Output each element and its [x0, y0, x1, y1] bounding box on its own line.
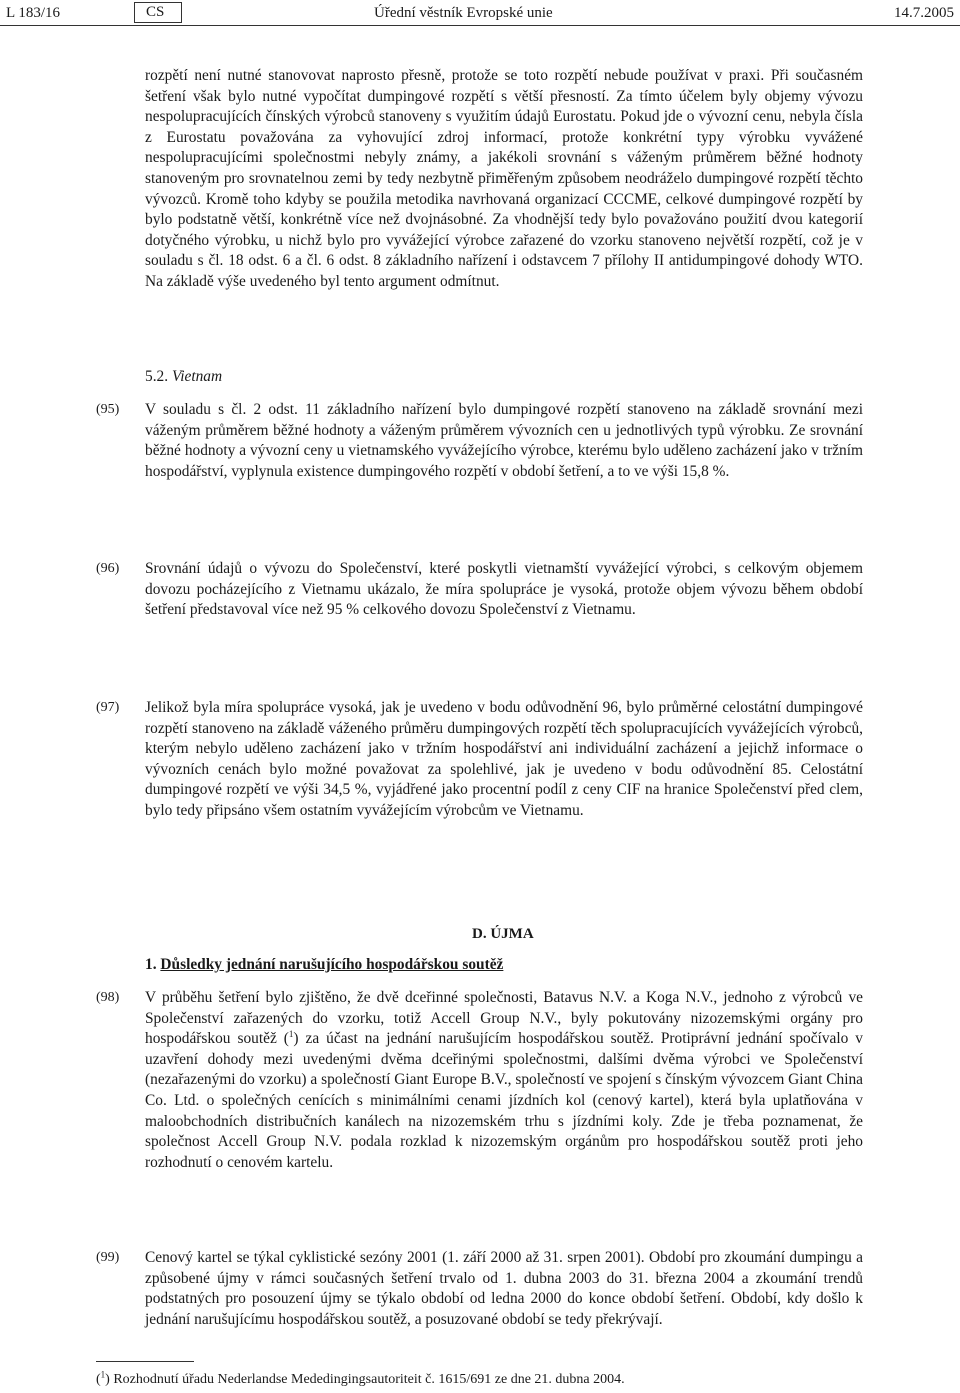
paragraph-number: (95)	[96, 402, 120, 417]
subsection-heading-competition	[145, 956, 503, 974]
paragraph-number: (96)	[96, 561, 120, 576]
header-rule	[0, 25, 960, 26]
paragraph-98-text-a: V průběhu šetření bylo zjištěno, že dvě dceřinné společnosti, Batavus N.V. a Koga N.V., jednoho z výrobců ve Společenství zařazených do vzorku, totiž Accell Group N.V., byly pokutovány nizozemskými orgány pro hospodářskou soutěž (	[145, 989, 863, 1048]
footnote-marker: 1	[100, 1369, 106, 1380]
footnote-text: Rozhodnutí úřadu Nederlandse Mededingingsautoriteit č. 1615/691 ze dne 21. dubna 2004.	[109, 1372, 625, 1387]
page-header	[0, 0, 960, 28]
paragraph-number: (97)	[96, 700, 120, 715]
section-heading-harm: D. ÚJMA	[472, 926, 534, 942]
paragraph-98	[145, 988, 863, 1173]
footnote: ($^1$) Rozhodnutí úřadu Nederlandse Mededingingsautoriteit č. 1615/691 ze dne 21. dubna 2004.	[96, 1369, 625, 1387]
paragraph-number: (99)	[96, 1250, 120, 1265]
intro-paragraph: rozpětí není nutné stanovovat naprosto přesně, protože se toto rozpětí nebude používat v praxi. Při současném šetření však bylo nutné vypočítat dumpingové rozpětí s větší přesností. Za tímto účelem byly objemy vývozu nespolupracujících čínských výrobců stanoveny s využitím údajů Eurostatu. Pokud jde o vývozní cenu, nebyla čísla z Eurostatu považována za vyhovující zdroj informací, protože konkrétní typy výrobku vyvážené nespolupracujícími společnostmi nebyly známy, a jakékoli srovnání s váženým průměrem běžné hodnoty stanoveným pro srovnatelnou zemi by tedy nezbytně přiměřeným způsobem neodráželo dumpingové rozpětí těchto vývozců. Kromě toho kdyby se použila metodika navrhovaná organizací CCCME, celkové dumpingové rozpětí by bylo podstatně větší, konkrétně více než dvojnásobné. Za vhodnější tedy bylo považováno použití dvou kategorií dotyčného výrobku, u nichž bylo pro vyvážející výrobce zařazené do vzorku stanoveno největší rozpětí, což je v souladu s čl. 18 odst. 6 a čl. 6 odst. 8 základního nařízení i odstavcem 7 přílohy II antidumpingové dohody WTO. Na základě výše uvedeného byl tento argument odmítnut.	[145, 67, 863, 290]
subsection-heading-vietnam	[145, 368, 222, 386]
language-code: CS	[146, 4, 165, 20]
subsection-number: 1.	[145, 956, 157, 973]
publication-date: 14.7.2005	[894, 5, 954, 21]
footnote-reference[interactable]: 1	[288, 1029, 294, 1040]
paragraph-98-text-b: ) za účast na jednání narušujícím hospodářskou soutěž. Protiprávní jednání spočívalo v uzavření dohody mezi uvedenými dvěma dceřinými společnostmi, dalšími dvěma výrobci ve Společenství (nezařazenými do vzorku) a společností Giant Europe B.V., společností ve spojení s čínským vývozcem Giant China Co. Ltd. o společných cenících s minimálními cenami jízdních kol (cenový kartel), která byla uplatňována v maloobchodních distribučních kanálech na nizozemském trhu s jízdními koly. Zde je třeba poznamenat, že společnost Accell Group N.V. podala rozklad k nizozemským orgánům pro hospodářskou soutěž proti jeho rozhodnutí o cenovém kartelu.	[145, 1030, 863, 1171]
journal-title: Úřední věstník Evropské unie	[374, 5, 553, 21]
paragraph-95: V souladu s čl. 2 odst. 11 základního nařízení bylo dumpingové rozpětí stanoveno na základě srovnání mezi váženým průměrem běžné hodnoty a váženým průměrem vývozních cen u jednotlivých typů výrobku. Ze srovnání běžné hodnoty a vývozní ceny u vietnamského vyvážejícího výrobce, kterému bylo uděleno zacházení jako v tržním hospodářství, vyplynula existence dumpingového rozpětí v období šetření, a to ve výši 15,8 %.	[145, 401, 863, 480]
paragraph-96: Srovnání údajů o vývozu do Společenství, které poskytli vietnamští vyvážející výrobci, s celkovým objemem dovozu pocházejícího z Vietnamu ukázalo, že míra spolupráce je vysoká, protože objem vývozu během období šetření představoval více než 95 % celkového dovozu Společenství z Vietnamu.	[145, 560, 863, 619]
subsection-title: Vietnam	[171, 368, 223, 385]
subsection-number: 5.2.	[145, 368, 169, 385]
page-reference: L 183/16	[6, 5, 61, 21]
paragraph-97: Jelikož byla míra spolupráce vysoká, jak je uvedeno v bodu odůvodnění 96, bylo průměrné celostátní dumpingové rozpětí stanoveno na základě váženého průměru dumpingových rozpětí těch spolupracujících vyvážejících výrobců, kterým nebylo uděleno zacházení jako v tržním hospodářství ani individuální zacházení a jejichž informace o vývozních cenách bylo možné považovat za spolehlivé, jak je uvedeno v bodu odůvodnění 85. Celostátní dumpingové rozpětí ve výši 34,5 %, vyjádřené jako procentní podíl z ceny CIF na hranice Společenství před clem, bylo tedy připsáno všem ostatním vyvážejícím výrobcům ve Vietnamu.	[145, 699, 863, 819]
footnote-rule	[96, 1361, 194, 1362]
paragraph-number: (98)	[96, 990, 120, 1005]
paragraph-99: Cenový kartel se týkal cyklistické sezóny 2001 (1. září 2000 až 31. srpen 2001). Období pro zkoumání dumpingu a způsobené újmy v rámci současných šetření trvalo od 1. dubna 2003 do 31. března 2004 a zkoumání trendů podstatných pro posouzení újmy se týkalo období od ledna 2000 do konce období šetření. Období, kdy došlo k jednání narušujícímu hospodářskou soutěž, a posuzované období se tedy překrývají.	[145, 1249, 863, 1328]
subsection-title: Důsledky jednání narušujícího hospodářskou soutěž	[160, 956, 504, 973]
